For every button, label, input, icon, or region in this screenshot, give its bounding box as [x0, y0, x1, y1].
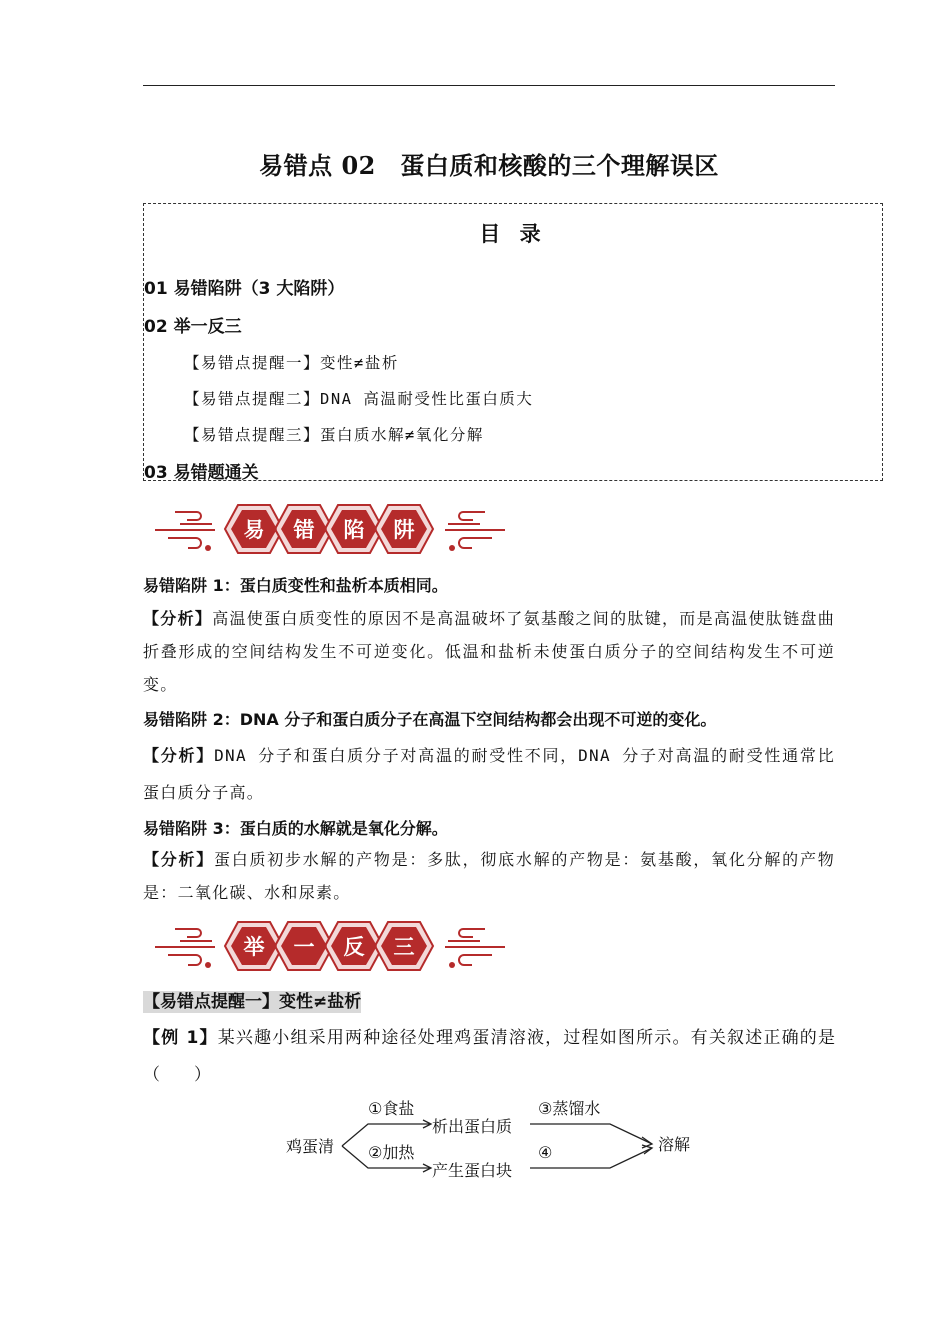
- banner1-char-4: 阱: [393, 518, 415, 542]
- toc-item-1[interactable]: 【易错点提醒一】变性≠盐析: [184, 354, 399, 372]
- trap-2-analysis: [143, 737, 835, 811]
- banner2-char-2: 一: [293, 935, 315, 959]
- banner-traps: [150, 500, 510, 558]
- banner1-char-2: 错: [293, 518, 315, 542]
- flow-step-4: ④: [538, 1143, 553, 1162]
- trap-2-title: 易错陷阱 2：DNA 分子和蛋白质分子在高温下空间结构都会出现不可逆的变化。: [143, 710, 717, 729]
- example-section-label: 【易错点提醒一】变性≠盐析: [143, 992, 362, 1012]
- banner2-char-3: 反: [343, 935, 365, 959]
- flow-start: 鸡蛋清: [286, 1137, 335, 1156]
- flow-mid-1: 析出蛋白质: [432, 1117, 513, 1136]
- flow-diagram: [280, 1090, 700, 1190]
- trap-3-analysis: [143, 843, 835, 909]
- arrow-upper-2: [530, 1124, 652, 1144]
- table-of-contents: [143, 203, 883, 481]
- toc-heading: 目 录: [479, 222, 547, 246]
- left-ornament: [155, 929, 215, 965]
- toc-item-3[interactable]: 【易错点提醒三】蛋白质水解≠氧化分解: [184, 426, 484, 444]
- trap-1-analysis: [143, 602, 835, 701]
- right-ornament: [445, 512, 505, 548]
- trap-3-title: 易错陷阱 3：蛋白质的水解就是氧化分解。: [143, 819, 448, 838]
- page-title: 易错点 02 蛋白质和核酸的三个理解误区: [259, 151, 719, 180]
- trap-1-title: 易错陷阱 1：蛋白质变性和盐析本质相同。: [143, 576, 448, 595]
- flow-mid-2: 产生蛋白块: [432, 1161, 513, 1180]
- banner2-char-1: 举: [243, 935, 265, 959]
- example-section: [143, 985, 835, 1019]
- analysis-tag: 【分析】: [143, 746, 215, 765]
- example-text: 某兴趣小组采用两种途径处理鸡蛋清溶液，过程如图所示。有关叙述正确的是（ ）: [143, 1028, 835, 1085]
- toc-section-2[interactable]: 02 举一反三: [144, 317, 242, 337]
- flow-step-3: ③蒸馏水: [538, 1099, 601, 1118]
- banner2-char-4: 三: [393, 935, 415, 959]
- analysis-tag: 【分析】: [143, 609, 213, 628]
- toc-section-1[interactable]: 01 易错陷阱（3 大陷阱）: [144, 279, 345, 299]
- example-tag: 【例 1】: [143, 1028, 218, 1048]
- banner1-char-1: 易: [243, 518, 265, 542]
- trap-1-text: 高温使蛋白质变性的原因不是高温破坏了氨基酸之间的肽键，而是高温使肽链盘曲折叠形成的空间结构发生不可逆变化。低温和盐析未使蛋白质分子的空间结构发生不可逆变。: [143, 609, 836, 694]
- flow-step-2: ②加热: [368, 1143, 415, 1162]
- analysis-tag: 【分析】: [143, 850, 215, 869]
- trap-3-text: 蛋白质初步水解的产物是：多肽，彻底水解的产物是：氨基酸，氧化分解的产物是：二氧化碳、水和尿素。: [143, 850, 835, 902]
- left-ornament: [155, 512, 215, 548]
- flow-end: 溶解: [658, 1135, 691, 1154]
- right-ornament: [445, 929, 505, 965]
- example-question: [143, 1020, 835, 1094]
- banner1-char-3: 陷: [343, 518, 365, 542]
- toc-item-2[interactable]: 【易错点提醒二】DNA 高温耐受性比蛋白质大: [184, 390, 534, 408]
- trap-2-text: DNA 分子和蛋白质分子对高温的耐受性不同，DNA 分子对高温的耐受性通常比蛋白质分子高。: [143, 746, 836, 802]
- flow-step-1: ①食盐: [368, 1099, 415, 1118]
- banner-examples: [150, 917, 510, 975]
- header-rule: [143, 85, 835, 86]
- toc-section-3[interactable]: 03 易错题通关: [144, 463, 259, 483]
